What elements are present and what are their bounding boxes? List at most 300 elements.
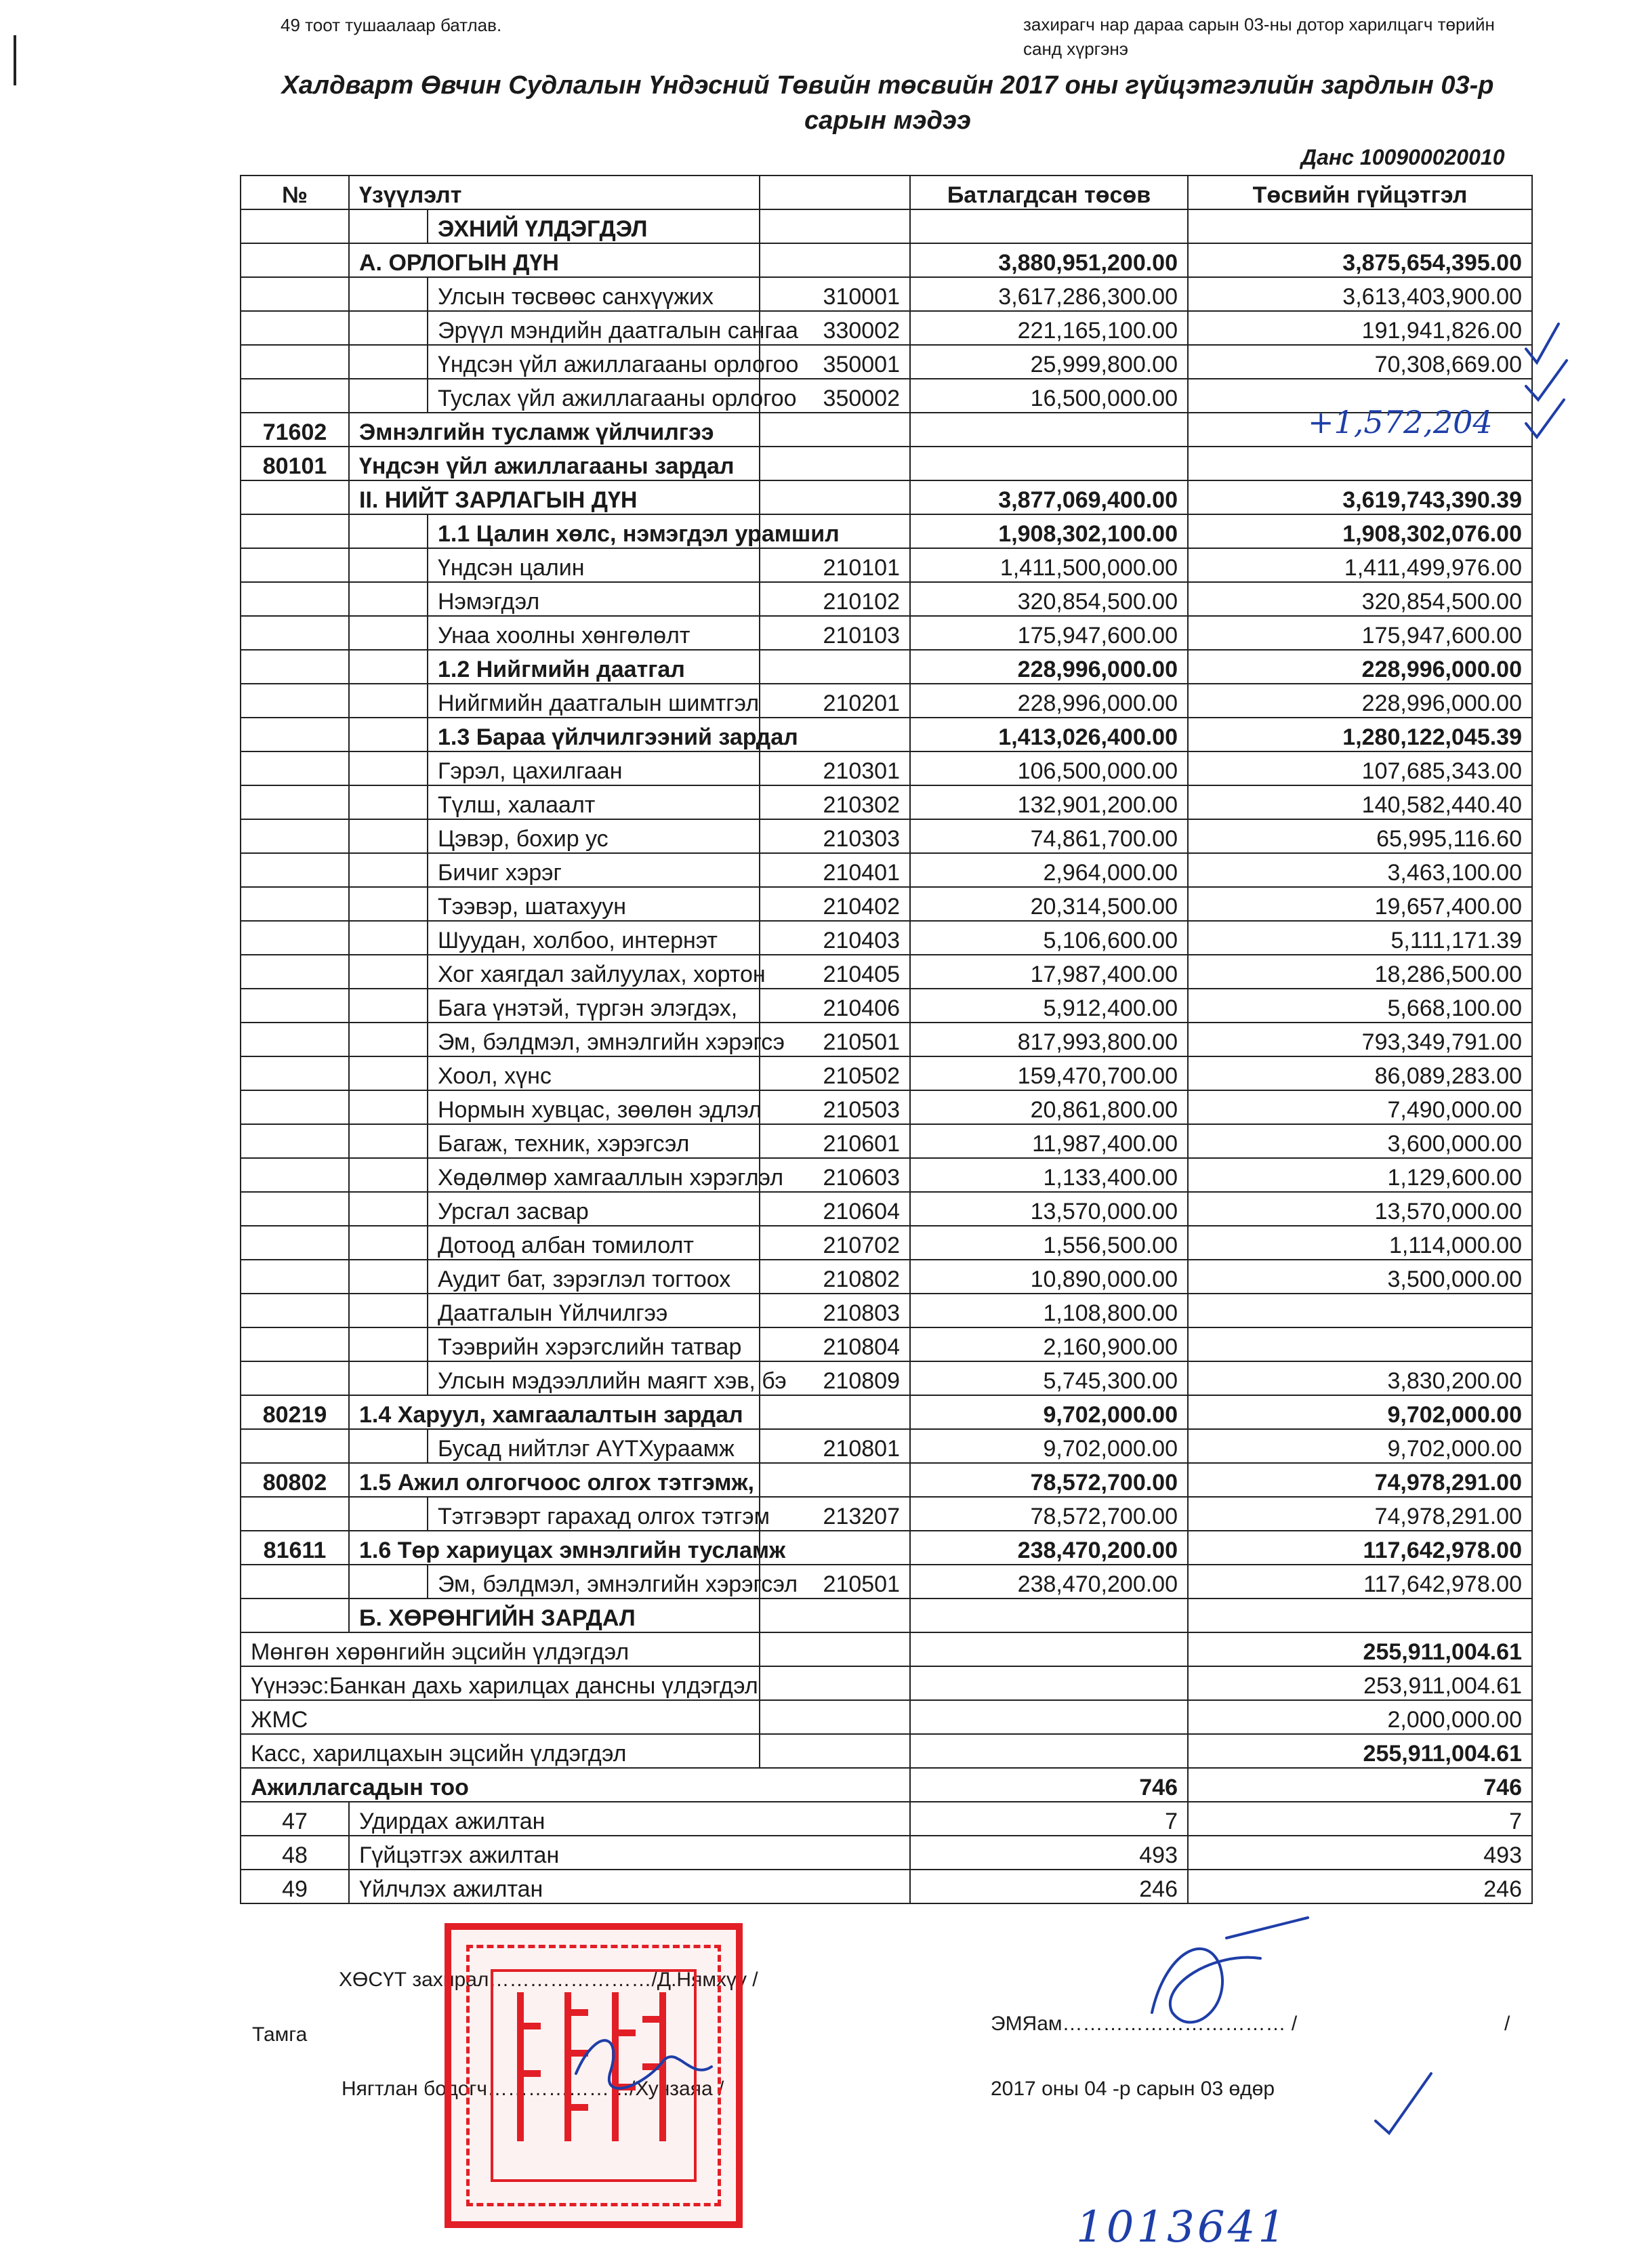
row-approved: 1,411,500,000.00 <box>910 548 1188 582</box>
table-row <box>241 447 1532 480</box>
indent-cell <box>349 277 428 311</box>
row-approved <box>910 1599 1188 1632</box>
row-number <box>241 616 349 650</box>
doctor-end-slash: / <box>1504 2013 1510 2035</box>
approval-note: 49 тоот тушаалаар батлав. <box>281 15 502 35</box>
row-approved <box>910 1666 1188 1700</box>
table-row <box>241 1599 1532 1632</box>
row-number <box>241 1124 349 1158</box>
row-description: 1.5 Ажил олгогчоос олгох тэтгэмж, <box>349 1463 760 1497</box>
row-number <box>241 989 349 1023</box>
row-code: 210503 <box>760 1090 910 1124</box>
table-row <box>241 514 1532 548</box>
row-description: Нийгмийн даатгалын шимтгэл <box>428 684 760 718</box>
row-number <box>241 718 349 751</box>
row-number <box>241 684 349 718</box>
table-row <box>241 718 1532 751</box>
row-approved: 2,964,000.00 <box>910 853 1188 887</box>
report-date: 2017 оны 04 -р сарын 03 өдөр <box>991 2078 1275 2100</box>
row-description: Тэтгэвэрт гарахад олгох тэтгэм <box>428 1497 760 1531</box>
table-row <box>241 684 1532 718</box>
table-row <box>241 1023 1532 1056</box>
row-approved: 5,106,600.00 <box>910 921 1188 955</box>
row-number: 80802 <box>241 1463 349 1497</box>
row-actual: 320,854,500.00 <box>1188 582 1532 616</box>
director-name: /Д.Нямхүү / <box>651 1968 758 1991</box>
indent-cell <box>349 514 428 548</box>
row-approved: 221,165,100.00 <box>910 311 1188 345</box>
table-row <box>241 1124 1532 1158</box>
table-row <box>241 1870 1532 1903</box>
row-approved: 2,160,900.00 <box>910 1327 1188 1361</box>
asset-actual: 255,911,004.61 <box>1188 1734 1532 1768</box>
staff-approved: 746 <box>910 1768 1188 1802</box>
row-code: 210502 <box>760 1056 910 1090</box>
row-description: Хог хаягдал зайлуулах, хортон <box>428 955 760 989</box>
row-code: 210804 <box>760 1327 910 1361</box>
indent-cell <box>349 1565 428 1599</box>
table-row <box>241 819 1532 853</box>
row-number <box>241 1361 349 1395</box>
row-code: 210501 <box>760 1565 910 1599</box>
row-approved: 25,999,800.00 <box>910 345 1188 379</box>
director-label: ХӨСҮТ захирал <box>339 1968 489 1991</box>
header-no: № <box>241 176 349 209</box>
row-code: 210403 <box>760 921 910 955</box>
indent-cell <box>349 616 428 650</box>
row-description: Эм, бэлдмэл, эмнэлгийн хэрэгсэл <box>428 1565 760 1599</box>
row-approved: 320,854,500.00 <box>910 582 1188 616</box>
row-approved: 238,470,200.00 <box>910 1565 1188 1599</box>
row-approved: 20,861,800.00 <box>910 1090 1188 1124</box>
doctor-label: ЭМЯам <box>991 2013 1063 2035</box>
row-code <box>760 1463 910 1497</box>
table-row <box>241 1395 1532 1429</box>
header-description: Үзүүлэлт <box>349 176 760 209</box>
row-description: Үндсэн цалин <box>428 548 760 582</box>
row-description: Унаа хоолны хөнгөлөлт <box>428 616 760 650</box>
row-actual: 1,908,302,076.00 <box>1188 514 1532 548</box>
row-number <box>241 1327 349 1361</box>
staff-actual: 246 <box>1188 1870 1532 1903</box>
row-actual: 1,114,000.00 <box>1188 1226 1532 1260</box>
indent-cell <box>349 1361 428 1395</box>
row-approved: 78,572,700.00 <box>910 1497 1188 1531</box>
table-row <box>241 1768 1532 1802</box>
row-approved: 159,470,700.00 <box>910 1056 1188 1090</box>
row-number <box>241 921 349 955</box>
row-actual: 191,941,826.00 <box>1188 311 1532 345</box>
row-number <box>241 887 349 921</box>
row-number <box>241 379 349 413</box>
row-number <box>241 345 349 379</box>
row-actual: 74,978,291.00 <box>1188 1463 1532 1497</box>
row-actual: 3,875,654,395.00 <box>1188 243 1532 277</box>
row-approved: 106,500,000.00 <box>910 751 1188 785</box>
row-description: Хоол, хүнс <box>428 1056 760 1090</box>
row-description: Туслах үйл ажиллагааны орлогоо <box>428 379 760 413</box>
asset-description: Б. ХӨРӨНГИЙН ЗАРДАЛ <box>349 1599 760 1632</box>
table-row <box>241 243 1532 277</box>
indent-cell <box>349 209 428 243</box>
row-description: 1.2 Нийгмийн даатгал <box>428 650 760 684</box>
row-actual: 3,500,000.00 <box>1188 1260 1532 1294</box>
row-actual: 18,286,500.00 <box>1188 955 1532 989</box>
indent-cell <box>349 311 428 345</box>
row-actual: 117,642,978.00 <box>1188 1531 1532 1565</box>
table-row <box>241 1192 1532 1226</box>
staff-number: 47 <box>241 1802 349 1836</box>
indent-cell <box>349 819 428 853</box>
row-code: 210103 <box>760 616 910 650</box>
row-description: Багаж, техник, хэрэгсэл <box>428 1124 760 1158</box>
table-row <box>241 1700 1532 1734</box>
row-code: 330002 <box>760 311 910 345</box>
indent-cell <box>349 853 428 887</box>
row-description: ЭХНИЙ ҮЛДЭГДЭЛ <box>428 209 760 243</box>
row-actual: 13,570,000.00 <box>1188 1192 1532 1226</box>
row-number <box>241 1260 349 1294</box>
row-approved: 9,702,000.00 <box>910 1395 1188 1429</box>
row-approved: 228,996,000.00 <box>910 684 1188 718</box>
row-approved <box>910 413 1188 447</box>
row-code: 350001 <box>760 345 910 379</box>
row-description: Улсын төсвөөс санхүүжих <box>428 277 760 311</box>
row-description: 1.1 Цалин хөлс, нэмэгдэл урамшил <box>428 514 760 548</box>
table-row <box>241 1226 1532 1260</box>
table-row <box>241 209 1532 243</box>
row-number <box>241 243 349 277</box>
indent-cell <box>349 1226 428 1260</box>
table-row <box>241 1463 1532 1497</box>
table-row <box>241 480 1532 514</box>
row-code: 210802 <box>760 1260 910 1294</box>
table-row <box>241 311 1532 345</box>
row-number <box>241 853 349 887</box>
table-row <box>241 1632 1532 1666</box>
row-number <box>241 1294 349 1327</box>
row-description: Үндсэн үйл ажиллагааны орлогоо <box>428 345 760 379</box>
row-description: Дотоод албан томилолт <box>428 1226 760 1260</box>
table-row <box>241 1802 1532 1836</box>
row-description: Эмнэлгийн тусламж үйлчилгээ <box>349 413 760 447</box>
row-approved: 3,877,069,400.00 <box>910 480 1188 514</box>
row-code: 350002 <box>760 379 910 413</box>
row-description: А. ОРЛОГЫН ДҮН <box>349 243 760 277</box>
row-actual <box>1188 1294 1532 1327</box>
row-code: 213207 <box>760 1497 910 1531</box>
row-number <box>241 1429 349 1463</box>
row-approved: 5,912,400.00 <box>910 989 1188 1023</box>
seal-script-glyphs <box>493 1972 697 2175</box>
date-check-mark <box>1376 2074 1431 2133</box>
table-row <box>241 1361 1532 1395</box>
left-margin-mark <box>14 35 16 85</box>
row-approved: 78,572,700.00 <box>910 1463 1188 1497</box>
row-actual: 228,996,000.00 <box>1188 684 1532 718</box>
table-row <box>241 277 1532 311</box>
row-code: 210301 <box>760 751 910 785</box>
row-number: 80219 <box>241 1395 349 1429</box>
asset-description: Үүнээс:Банкан дахь харилцах дансны үлдэгдэл <box>241 1666 760 1700</box>
doctor-signature-line <box>991 2013 1297 2036</box>
staff-actual: 7 <box>1188 1802 1532 1836</box>
table-row <box>241 1666 1532 1700</box>
row-approved: 1,108,800.00 <box>910 1294 1188 1327</box>
table-row <box>241 921 1532 955</box>
seal-center <box>491 1969 697 2182</box>
row-description: Даатгалын Үйлчилгээ <box>428 1294 760 1327</box>
row-approved <box>910 447 1188 480</box>
row-number <box>241 514 349 548</box>
indent-cell <box>349 548 428 582</box>
row-number: 81611 <box>241 1531 349 1565</box>
row-description: Урсгал засвар <box>428 1192 760 1226</box>
row-code <box>760 209 910 243</box>
director-signature-scribble <box>1152 1918 1308 2022</box>
row-code: 210201 <box>760 684 910 718</box>
table-row <box>241 650 1532 684</box>
row-actual: 793,349,791.00 <box>1188 1023 1532 1056</box>
row-code: 210406 <box>760 989 910 1023</box>
row-number <box>241 1023 349 1056</box>
row-approved: 17,987,400.00 <box>910 955 1188 989</box>
header-code <box>760 176 910 209</box>
row-approved: 3,880,951,200.00 <box>910 243 1188 277</box>
row-code: 210603 <box>760 1158 910 1192</box>
row-number <box>241 819 349 853</box>
staff-header: Ажиллагсадын тоо <box>241 1768 910 1802</box>
indent-cell <box>349 1192 428 1226</box>
row-approved: 1,413,026,400.00 <box>910 718 1188 751</box>
staff-number: 49 <box>241 1870 349 1903</box>
seal-label: Тамга <box>252 2023 308 2046</box>
row-description: Гэрэл, цахилгаан <box>428 751 760 785</box>
row-actual: 9,702,000.00 <box>1188 1429 1532 1463</box>
row-code: 210302 <box>760 785 910 819</box>
header-budget-performance: Төсвийн гүйцэтгэл <box>1188 176 1532 209</box>
row-code: 210702 <box>760 1226 910 1260</box>
row-actual <box>1188 447 1532 480</box>
indent-cell <box>349 718 428 751</box>
row-code: 210801 <box>760 1429 910 1463</box>
row-description: Түлш, халаалт <box>428 785 760 819</box>
row-code: 210809 <box>760 1361 910 1395</box>
indent-cell <box>349 955 428 989</box>
indent-cell <box>349 751 428 785</box>
indent-cell <box>349 582 428 616</box>
table-row <box>241 582 1532 616</box>
row-number <box>241 1158 349 1192</box>
indent-cell <box>349 921 428 955</box>
row-actual: 3,619,743,390.39 <box>1188 480 1532 514</box>
row-approved <box>910 1632 1188 1666</box>
table-row <box>241 1327 1532 1361</box>
row-approved: 9,702,000.00 <box>910 1429 1188 1463</box>
table-row <box>241 616 1532 650</box>
indent-cell <box>349 684 428 718</box>
row-code: 310001 <box>760 277 910 311</box>
row-description: Бусад нийтлэг АҮТХураамж <box>428 1429 760 1463</box>
report-title <box>244 68 1531 138</box>
row-code: 210102 <box>760 582 910 616</box>
indent-cell <box>349 1327 428 1361</box>
row-approved <box>910 209 1188 243</box>
asset-description: Касс, харилцахын эцсийн үлдэгдэл <box>241 1734 760 1768</box>
indent-cell <box>349 1260 428 1294</box>
row-code: 210303 <box>760 819 910 853</box>
indent-cell <box>349 1056 428 1090</box>
row-code <box>760 447 910 480</box>
table-row <box>241 1836 1532 1870</box>
row-actual: 140,582,440.40 <box>1188 785 1532 819</box>
indent-cell <box>349 1158 428 1192</box>
asset-actual: 255,911,004.61 <box>1188 1632 1532 1666</box>
row-description: Бага үнэтэй, түргэн элэгдэх, <box>428 989 760 1023</box>
official-seal-stamp <box>445 1923 743 2228</box>
table-row <box>241 751 1532 785</box>
row-actual <box>1188 209 1532 243</box>
table-row <box>241 1497 1532 1531</box>
row-approved: 817,993,800.00 <box>910 1023 1188 1056</box>
row-approved: 1,908,302,100.00 <box>910 514 1188 548</box>
submission-line: санд хүргэнэ <box>1023 39 1129 59</box>
row-approved: 228,996,000.00 <box>910 650 1188 684</box>
table-row <box>241 176 1532 209</box>
account-number: Данс 100900020010 <box>1301 145 1505 169</box>
row-number <box>241 785 349 819</box>
row-actual: 5,668,100.00 <box>1188 989 1532 1023</box>
title-line-1: Халдварт Өвчин Судлалын Үндэсний Төвийн төсвийн 2017 оны гүйцэтгэлийн зардлын 03-р <box>281 71 1494 100</box>
staff-actual: 493 <box>1188 1836 1532 1870</box>
asset-description: ЖМС <box>241 1700 760 1734</box>
row-approved <box>910 1700 1188 1734</box>
row-actual: 228,996,000.00 <box>1188 650 1532 684</box>
row-description: Шуудан, холбоо, интернэт <box>428 921 760 955</box>
row-code <box>760 1666 910 1700</box>
accountant-dots: …………………/ <box>487 2078 636 2100</box>
table-row <box>241 1056 1532 1090</box>
submission-note <box>1023 12 1559 61</box>
row-description: Нормын хувцас, зөөлөн эдлэл <box>428 1090 760 1124</box>
row-description: Цэвэр, бохир ус <box>428 819 760 853</box>
row-description: II. НИЙТ ЗАРЛАГЫН ДҮН <box>349 480 760 514</box>
row-actual: 175,947,600.00 <box>1188 616 1532 650</box>
row-approved: 20,314,500.00 <box>910 887 1188 921</box>
staff-description: Үйлчлэх ажилтан <box>349 1870 910 1903</box>
row-description: Үндсэн үйл ажиллагааны зардал <box>349 447 760 480</box>
indent-cell <box>349 1124 428 1158</box>
indent-cell <box>349 1090 428 1124</box>
indent-cell <box>349 887 428 921</box>
table-row <box>241 345 1532 379</box>
row-actual <box>1188 1327 1532 1361</box>
table-row <box>241 887 1532 921</box>
row-number <box>241 1226 349 1260</box>
submission-line: захирагч нар дараа сарын 03-ны дотор харилцагч төрийн <box>1023 14 1495 35</box>
indent-cell <box>241 1599 349 1632</box>
asset-actual: 2,000,000.00 <box>1188 1700 1532 1734</box>
row-description: Хөдөлмөр хамгааллын хэрэглэл <box>428 1158 760 1192</box>
row-actual: 107,685,343.00 <box>1188 751 1532 785</box>
row-description: Аудит бат, зэрэглэл тогтоох <box>428 1260 760 1294</box>
row-actual: 7,490,000.00 <box>1188 1090 1532 1124</box>
row-code <box>760 1734 910 1768</box>
row-approved: 10,890,000.00 <box>910 1260 1188 1294</box>
row-approved: 132,901,200.00 <box>910 785 1188 819</box>
indent-cell <box>349 989 428 1023</box>
row-description: 1.3 Бараа үйлчилгээний зардал <box>428 718 760 751</box>
row-number <box>241 1056 349 1090</box>
row-approved: 16,500,000.00 <box>910 379 1188 413</box>
header-approved-budget: Батлагдсан төсөв <box>910 176 1188 209</box>
row-approved: 74,861,700.00 <box>910 819 1188 853</box>
title-line-2: сарын мэдээ <box>804 106 971 135</box>
row-code <box>760 1395 910 1429</box>
table-row <box>241 1565 1532 1599</box>
row-description: 1.6 Төр хариуцах эмнэлгийн тусламж <box>349 1531 760 1565</box>
doctor-dots: …………………………… / <box>1062 2013 1298 2035</box>
table-row <box>241 1260 1532 1294</box>
row-approved: 3,617,286,300.00 <box>910 277 1188 311</box>
row-number <box>241 311 349 345</box>
staff-number: 48 <box>241 1836 349 1870</box>
indent-cell <box>349 650 428 684</box>
row-actual: 117,642,978.00 <box>1188 1565 1532 1599</box>
row-code <box>760 1700 910 1734</box>
row-number <box>241 209 349 243</box>
row-approved: 238,470,200.00 <box>910 1531 1188 1565</box>
table-row <box>241 1090 1532 1124</box>
row-description: Улсын мэдээллийн маягт хэв, бэ <box>428 1361 760 1395</box>
row-actual: 65,995,116.60 <box>1188 819 1532 853</box>
row-code <box>760 243 910 277</box>
row-code <box>760 413 910 447</box>
row-code <box>760 1632 910 1666</box>
row-number <box>241 480 349 514</box>
handwritten-doc-number: 1013641 <box>1076 2202 1289 2252</box>
table-row <box>241 853 1532 887</box>
row-number <box>241 1090 349 1124</box>
asset-description: Мөнгөн хөрөнгийн эцсийн үлдэгдэл <box>241 1632 760 1666</box>
row-number <box>241 582 349 616</box>
row-actual: 3,613,403,900.00 <box>1188 277 1532 311</box>
row-actual: 3,830,200.00 <box>1188 1361 1532 1395</box>
table-row <box>241 989 1532 1023</box>
row-number: 80101 <box>241 447 349 480</box>
row-actual: 1,411,499,976.00 <box>1188 548 1532 582</box>
staff-approved: 493 <box>910 1836 1188 1870</box>
row-description: Тээврийн хэрэгслийн татвар <box>428 1327 760 1361</box>
row-code: 210501 <box>760 1023 910 1056</box>
table-row <box>241 1531 1532 1565</box>
row-approved: 11,987,400.00 <box>910 1124 1188 1158</box>
staff-description: Удирдах ажилтан <box>349 1802 910 1836</box>
indent-cell <box>349 785 428 819</box>
row-actual: 1,280,122,045.39 <box>1188 718 1532 751</box>
row-number <box>241 548 349 582</box>
indent-cell <box>349 1294 428 1327</box>
director-dots: …………………… <box>489 1968 652 1991</box>
row-code <box>760 1599 910 1632</box>
row-approved: 1,133,400.00 <box>910 1158 1188 1192</box>
handwritten-correction: +1,572,204 <box>1308 404 1493 440</box>
staff-approved: 7 <box>910 1802 1188 1836</box>
row-number <box>241 1565 349 1599</box>
row-number <box>241 1497 349 1531</box>
row-actual: 3,463,100.00 <box>1188 853 1532 887</box>
staff-approved: 246 <box>910 1870 1188 1903</box>
